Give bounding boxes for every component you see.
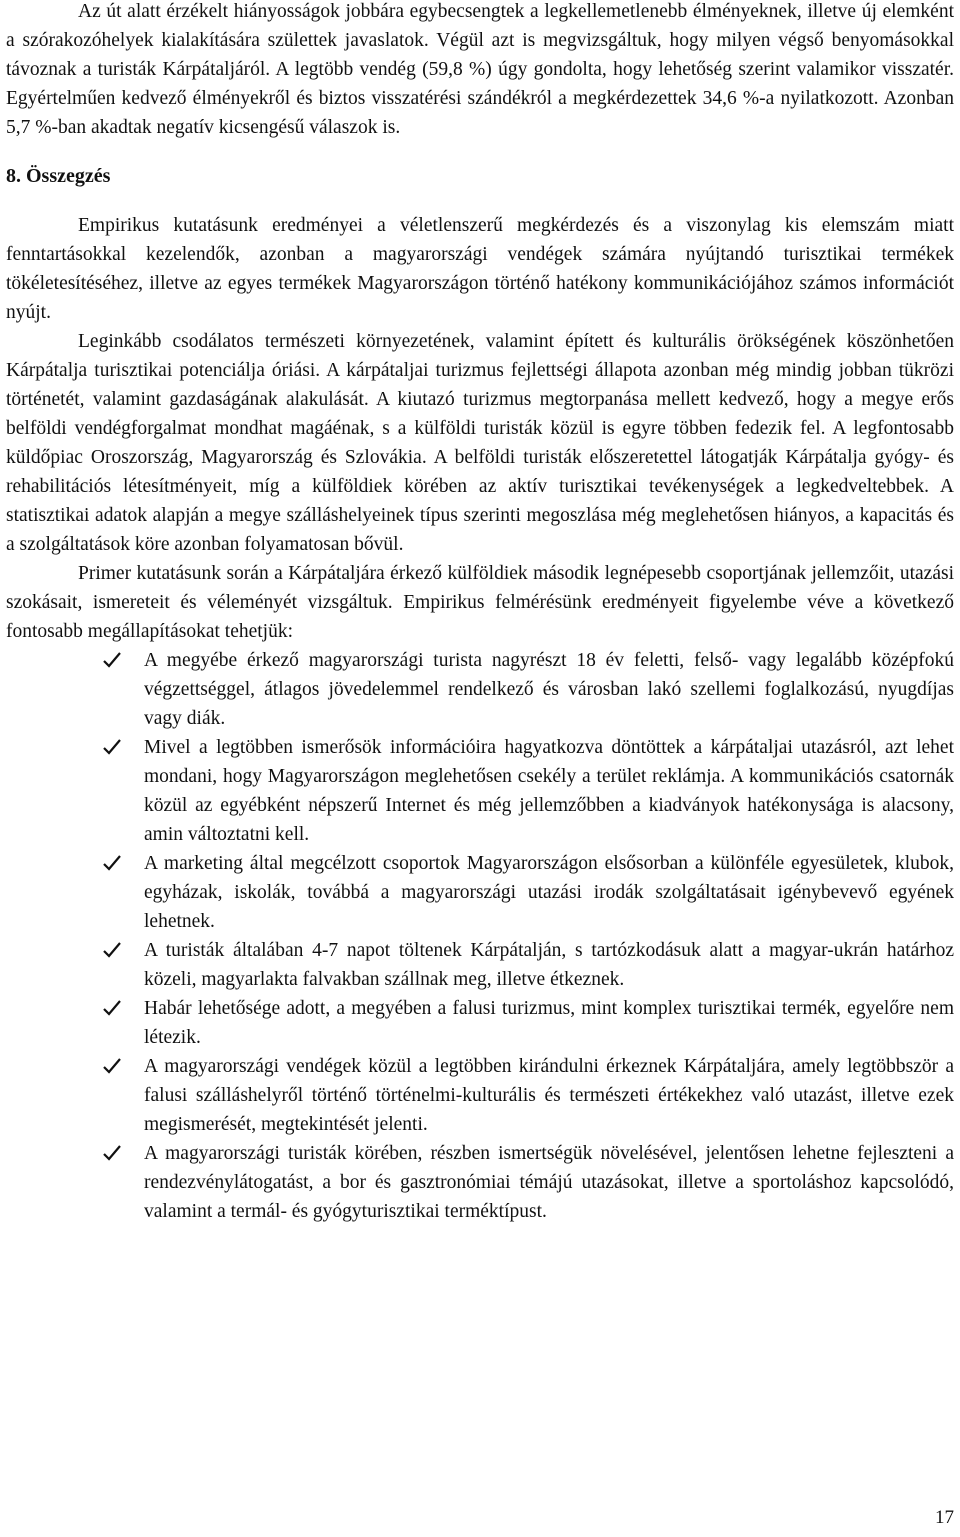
finding-text: Mivel a legtöbben ismerősök információira hagyatkozva döntöttek a kárpátaljai utazásról, azt lehet mondani, hogy Magyarországon meglehetősen csekély a terület reklámja. A kommunikációs csatornák közül az egyébként népszerű Internet és még jellemzőbben a kiadványok hatékonysága is alacsony, amin változtatni kell. <box>144 737 954 845</box>
check-icon <box>102 733 126 762</box>
check-icon <box>102 994 126 1023</box>
finding-item <box>6 849 954 936</box>
intro-paragraph: Az út alatt érzékelt hiányosságok jobbára egybecsengtek a legkellemetlenebb élményeknek, illetve új elemként a szórakozóhelyek kialakítására születtek javaslatok. Végül azt is megvizsgáltuk, hogy milyen végső benyomásokkal távoznak a turisták Kárpátaljáról. A legtöbb vendég (59,8 %) úgy gondolta, hogy lehetőség szerint valamikor visszatér. Egyértelműen kedvező élményekről és biztos visszatérési szándékról a megkérdezettek 34,6 %-a nyilatkozott. Azonban 5,7 %-ban akadtak negatív kicsengésű válaszok is. <box>6 1 954 138</box>
finding-text: A megyébe érkező magyarországi turista nagyrészt 18 év feletti, felső- vagy legalább középfokú végzettséggel, átlagos jövedelemmel rendelkező és városban lakó szellemi foglalkozású, nyugdíjas vagy diák. <box>144 650 954 729</box>
summary-paragraph-1: Empirikus kutatásunk eredményei a véletlenszerű megkérdezés és a viszonylag kis elemszám miatt fenntartásokkal kezelendők, azonban a magyarországi vendégek számára nyújtandó turisztikai termékek tökéletesítéséhez, illetve az egyes termékek Magyarországon történő hatékony kommunikációjához számos információt nyújt. <box>6 215 954 323</box>
finding-text: A magyarországi turisták körében, részben ismertségük növelésével, jelentősen lehetne fejleszteni a rendezvénylátogatást, a bor és gasztronómiai témájú utazásokat, illetve a sportoláshoz kapcsolódó, valamint a termál- és gyógyturisztikai terméktípust. <box>144 1143 954 1222</box>
summary-paragraph-3: Primer kutatásunk során a Kárpátaljára érkező külföldiek második legnépesebb csoportjának jellemzőit, utazási szokásait, ismereteit és véleményét vizsgáltuk. Empirikus felmérésünk eredményeit figyelembe véve a következő fontosabb megállapításokat tehetjük: <box>6 563 954 642</box>
finding-item <box>6 994 954 1052</box>
findings-list <box>6 646 954 1226</box>
section-heading: 8. Összegzés <box>6 165 111 187</box>
finding-item <box>6 733 954 849</box>
summary-paragraph-2: Leginkább csodálatos természeti környezetének, valamint épített és kulturális örökségének köszönhetően Kárpátalja turisztikai potenciálja óriási. A kárpátaljai turizmus fejlettségi állapota azonban még mindig jobban tükrözi történetét, valamint gazdaságának alakulását. A kiutazó turizmus megtorpanása mellett kedvező, hogy a megye erős belföldi vendégforgalmat mondhat magáénak, s a külföldi turisták közül is egyre többen fedezik fel. A legfontosabb küldőpiac Oroszország, Magyarország és Szlovákia. A belföldi turisták előszeretettel látogatják Kárpátalja gyógy- és rehabilitációs létesítményeit, míg a külföldiek körében az aktív turisztikai tevékenységek a legkedveltebbek. A statisztikai adatok alapján a megye szálláshelyeinek típus szerinti megoszlása még meglehetősen hiányos, a kapacitás és a szolgáltatások köre azonban folyamatosan bővül. <box>6 331 954 555</box>
finding-item <box>6 1139 954 1226</box>
check-icon <box>102 1052 126 1081</box>
finding-text: A marketing által megcélzott csoportok Magyarországon elsősorban a különféle egyesületek, klubok, egyházak, iskolák, továbbá a magyarországi utazási irodák szolgáltatásait igénybevevő egyének lehetnek. <box>144 853 954 932</box>
check-icon <box>102 646 126 675</box>
finding-item <box>6 936 954 994</box>
check-icon <box>102 936 126 965</box>
finding-item <box>6 646 954 733</box>
finding-text: A magyarországi vendégek közül a legtöbben kirándulni érkeznek Kárpátaljára, amely legtöbbször a falusi szálláshelyről történő történelmi-kulturális és természeti értékekhez való utazást, illetve ezek megismerését, megtekintését jelenti. <box>144 1056 954 1135</box>
finding-text: A turisták általában 4-7 napot töltenek Kárpátalján, s tartózkodásuk alatt a magyar-ukrán határhoz közeli, magyarlakta falvakban szállnak meg, illetve étkeznek. <box>144 940 954 990</box>
check-icon <box>102 1139 126 1168</box>
page-number: 17 <box>935 1507 954 1528</box>
check-icon <box>102 849 126 878</box>
finding-item <box>6 1052 954 1139</box>
finding-text: Habár lehetősége adott, a megyében a falusi turizmus, mint komplex turisztikai termék, egyelőre nem létezik. <box>144 998 954 1048</box>
